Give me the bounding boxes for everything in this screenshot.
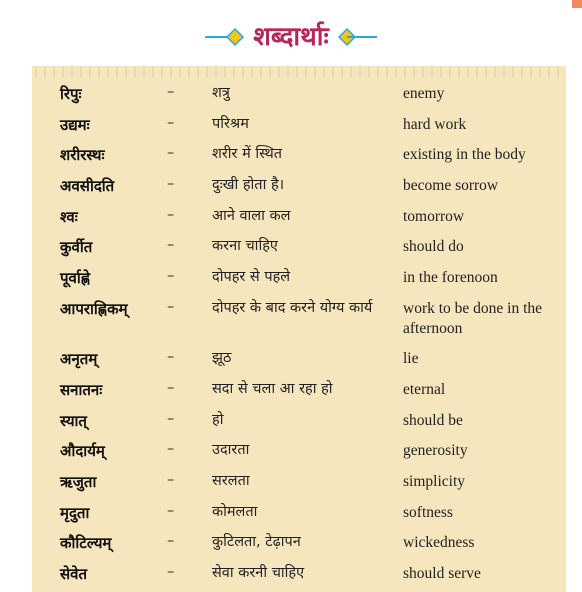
sanskrit-word: ऋजुता	[60, 473, 97, 491]
sanskrit-word: अवसीदति	[60, 177, 115, 195]
separator-dash: –	[167, 176, 175, 192]
separator-dash: –	[167, 533, 175, 549]
sanskrit-word: रिपुः	[60, 85, 82, 103]
sanskrit-word: स्यात्	[60, 412, 87, 430]
english-meaning: tomorrow	[403, 208, 465, 225]
hindi-meaning: शत्रु	[212, 85, 230, 101]
hindi-meaning: सेवा करनी चाहिए	[212, 565, 305, 581]
english-meaning: should be	[403, 412, 463, 429]
hindi-meaning: दुःखी होता है।	[212, 177, 285, 193]
separator-dash: –	[167, 84, 175, 100]
english-meaning: wickedness	[403, 534, 475, 551]
panel-torn-edge	[32, 66, 566, 78]
sanskrit-word: सेवेत	[60, 565, 88, 583]
sanskrit-word: मृदुता	[60, 504, 90, 522]
sanskrit-word: सनातनः	[60, 381, 103, 399]
glossary-panel	[32, 66, 566, 592]
hindi-meaning: शरीर में स्थित	[212, 146, 283, 162]
english-meaning: hard work	[403, 116, 467, 133]
hindi-meaning: दोपहर के बाद करने योग्य कार्य	[212, 300, 373, 316]
hindi-meaning: कुटिलता, टेढ़ापन	[212, 534, 301, 550]
english-meaning: work to be done in the afternoon	[403, 300, 543, 337]
english-meaning: eternal	[403, 381, 446, 398]
separator-dash: –	[167, 237, 175, 253]
separator-dash: –	[167, 472, 175, 488]
english-meaning: become sorrow	[403, 177, 499, 194]
english-meaning: existing in the body	[403, 146, 526, 163]
english-meaning: softness	[403, 504, 453, 521]
english-meaning: should serve	[403, 565, 481, 582]
separator-dash: –	[167, 349, 175, 365]
english-meaning: simplicity	[403, 473, 465, 490]
hindi-meaning: उदारता	[212, 442, 250, 458]
separator-dash: –	[167, 115, 175, 131]
english-meaning: lie	[403, 350, 419, 367]
english-meaning: should do	[403, 238, 464, 255]
sanskrit-word: अनृतम्	[60, 350, 98, 368]
hindi-meaning: सदा से चला आ रहा हो	[212, 381, 333, 397]
separator-dash: –	[167, 299, 175, 315]
page-corner-mark	[572, 0, 582, 8]
hindi-meaning: परिश्रम	[212, 116, 249, 132]
hindi-meaning: आने वाला कल	[212, 208, 291, 224]
separator-dash: –	[167, 441, 175, 457]
hindi-meaning: कोमलता	[212, 504, 258, 520]
english-meaning: generosity	[403, 442, 468, 459]
hindi-meaning: दोपहर से पहले	[212, 269, 291, 285]
sanskrit-word: कौटिल्यम्	[60, 534, 112, 552]
english-meaning: enemy	[403, 85, 445, 102]
sanskrit-word: श्वः	[60, 208, 78, 226]
hindi-meaning: हो	[212, 412, 224, 428]
left-diamond-ornament-icon	[205, 27, 247, 47]
hindi-meaning: झूठ	[212, 350, 232, 366]
sanskrit-word: उद्यमः	[60, 116, 90, 134]
page-title: शब्दार्थाः	[253, 22, 329, 52]
sanskrit-word: औदार्यम्	[60, 442, 105, 460]
sanskrit-word: शरीरस्थः	[60, 146, 105, 164]
separator-dash: –	[167, 503, 175, 519]
english-meaning: in the forenoon	[403, 269, 498, 286]
sanskrit-word: पूर्वाह्णे	[60, 269, 91, 287]
separator-dash: –	[167, 380, 175, 396]
heading	[0, 14, 582, 60]
right-diamond-ornament-icon	[335, 27, 377, 47]
hindi-meaning: सरलता	[212, 473, 250, 489]
separator-dash: –	[167, 207, 175, 223]
separator-dash: –	[167, 411, 175, 427]
sanskrit-word: आपराह्णिकम्	[60, 300, 128, 318]
separator-dash: –	[167, 145, 175, 161]
sanskrit-word: कुर्वीत	[60, 238, 93, 256]
separator-dash: –	[167, 268, 175, 284]
hindi-meaning: करना चाहिए	[212, 238, 278, 254]
separator-dash: –	[167, 564, 175, 580]
